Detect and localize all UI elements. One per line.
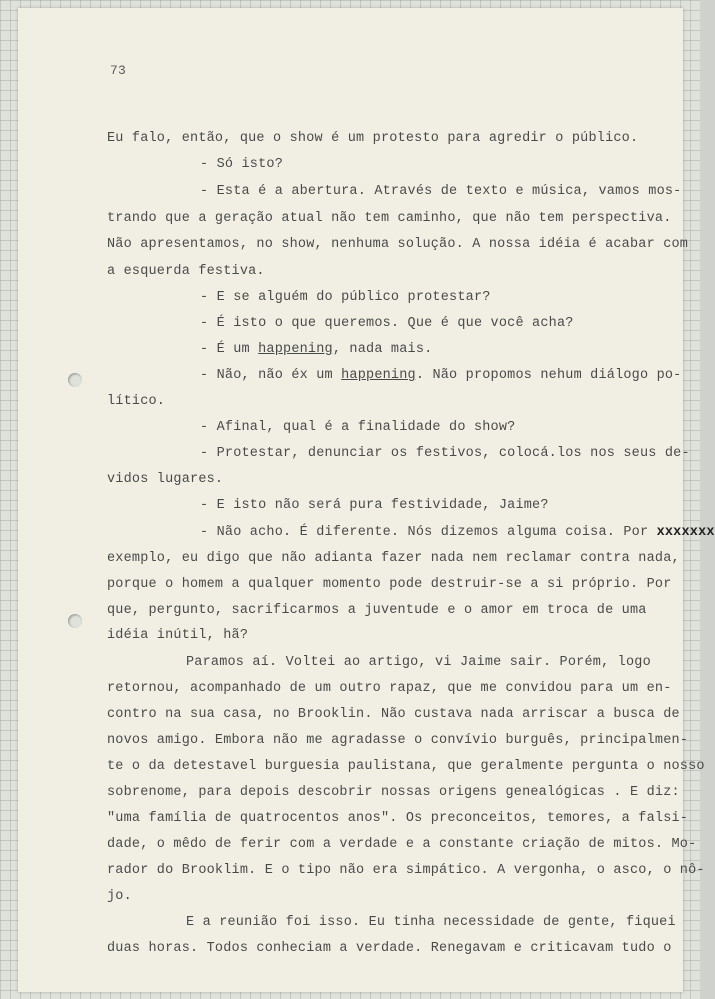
text-line: rador do Brooklim. E o tipo não era simpático. A vergonha, o asco, o nô- [107,863,705,878]
page-number: 73 [110,63,127,78]
punch-hole [68,614,82,628]
underlined-word: happening [258,342,333,357]
text-line: idéia inútil, hã? [107,628,249,643]
text-line: - Afinal, qual é a finalidade do show? [200,420,516,435]
text-line: porque o homem a qualquer momento pode destruir-se a si próprio. Por [107,577,672,592]
text-line: Não apresentamos, no show, nenhuma solução. A nossa idéia é acabar com [107,237,689,252]
text-line: exemplo, eu digo que não adianta fazer nada nem reclamar contra nada, [107,551,680,566]
text-line: duas horas. Todos conheciam a verdade. Renegavam e criticavam tudo o [107,941,672,956]
text-segment: - Não, não éx um [200,368,342,383]
text-line: E a reunião foi isso. Eu tinha necessidade de gente, fiquei [186,915,676,930]
text-line: - E isto não será pura festividade, Jaime? [200,498,549,513]
text-line: novos amigo. Embora não me agradasse o convívio burguês, principalmen- [107,733,689,748]
text-line: sobrenome, para depois descobrir nossas origens genealógicas . E diz: [107,785,680,800]
text-line [200,525,715,541]
text-line: contro na sua casa, no Brooklin. Não custava nada arriscar a busca de [107,707,680,722]
text-line: - Protestar, denunciar os festivos, colocá.los nos seus de- [200,446,690,461]
punch-hole [68,373,82,387]
text-line: Paramos aí. Voltei ao artigo, vi Jaime sair. Porém, logo [186,655,651,670]
text-line: - Esta é a abertura. Através de texto e música, vamos mos- [200,184,682,199]
text-line: dade, o mêdo de ferir com a verdade e a constante criação de mitos. Mo- [107,837,697,852]
text-line: a esquerda festiva. [107,264,265,279]
struck-out-text: xxxxxxx [656,525,715,540]
text-segment: - É um [200,342,259,357]
text-line: vidos lugares. [107,472,224,487]
text-line: - E se alguém do público protestar? [200,290,491,305]
text-line [200,368,682,384]
text-segment: , nada mais. [332,342,433,357]
text-line: "uma família de quatrocentos anos". Os preconceitos, temores, a falsi- [107,811,689,826]
typewritten-page [18,8,715,992]
text-line: - É isto o que queremos. Que é que você acha? [200,316,574,331]
text-line: retornou, acompanhado de um outro rapaz, que me convidou para um en- [107,681,672,696]
text-segment: - Não acho. É diferente. Nós dizemos alguma coisa. Por [200,525,657,540]
text-line: lítico. [107,394,166,409]
text-line: jo. [107,889,132,904]
text-segment: . Não propomos nehum diálogo po- [415,368,682,383]
text-line: - Só isto? [200,157,284,172]
text-line [200,342,432,358]
text-line: te o da detestavel burguesia paulistana, que geralmente pergunta o nosso [107,759,705,774]
text-line: trando que a geração atual não tem caminho, que não tem perspectiva. [107,211,672,226]
underlined-word: happening [341,368,416,383]
text-line: que, pergunto, sacrificarmos a juventude e o amor em troca de uma [107,603,647,618]
text-line: Eu falo, então, que o show é um protesto para agredir o público. [107,131,639,146]
